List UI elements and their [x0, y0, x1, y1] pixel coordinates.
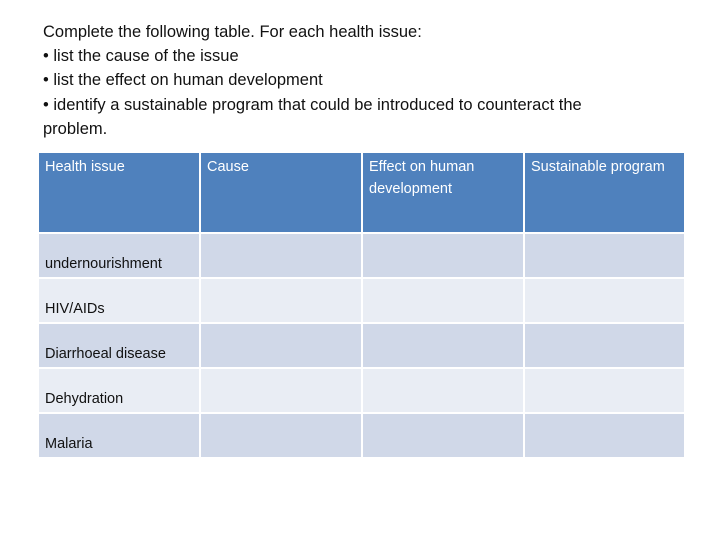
cell-program[interactable]: [524, 368, 685, 413]
cell-program[interactable]: [524, 233, 685, 278]
cell-cause[interactable]: [200, 323, 362, 368]
cell-issue: undernourishment: [38, 233, 200, 278]
table-row: [38, 413, 685, 458]
cell-effect[interactable]: [362, 368, 524, 413]
cell-cause[interactable]: [200, 368, 362, 413]
instruction-line-problem: problem.: [43, 119, 108, 138]
cell-issue: HIV/AIDs: [38, 278, 200, 323]
table-row: [38, 368, 685, 413]
cell-effect[interactable]: [362, 233, 524, 278]
cell-issue: Malaria: [38, 413, 200, 458]
table-row: [38, 323, 685, 368]
instruction-line-intro: Complete the following table. For each health issue:: [43, 23, 422, 41]
instruction-line-cause: • list the cause of the issue: [43, 47, 239, 66]
instruction-line-program: • identify a sustainable program that could be introduced to counteract the: [43, 95, 582, 114]
instruction-line-effect: • list the effect on human development: [43, 71, 323, 90]
table-header-row: [38, 152, 685, 233]
cell-issue: Dehydration: [38, 368, 200, 413]
table-row: [38, 278, 685, 323]
health-issue-table: [37, 151, 686, 459]
cell-cause[interactable]: [200, 413, 362, 458]
cell-cause[interactable]: [200, 233, 362, 278]
cell-program[interactable]: [524, 278, 685, 323]
header-program: Sustainable program: [524, 152, 685, 233]
cell-cause[interactable]: [200, 278, 362, 323]
cell-effect[interactable]: [362, 323, 524, 368]
cell-program[interactable]: [524, 413, 685, 458]
cell-program[interactable]: [524, 323, 685, 368]
cell-issue: Diarrhoeal disease: [38, 323, 200, 368]
header-cause: Cause: [200, 152, 362, 233]
cell-effect[interactable]: [362, 278, 524, 323]
instructions: [43, 20, 703, 141]
header-effect: Effect on human development: [362, 152, 524, 233]
header-health-issue: Health issue: [38, 152, 200, 233]
table-row: [38, 233, 685, 278]
cell-effect[interactable]: [362, 413, 524, 458]
